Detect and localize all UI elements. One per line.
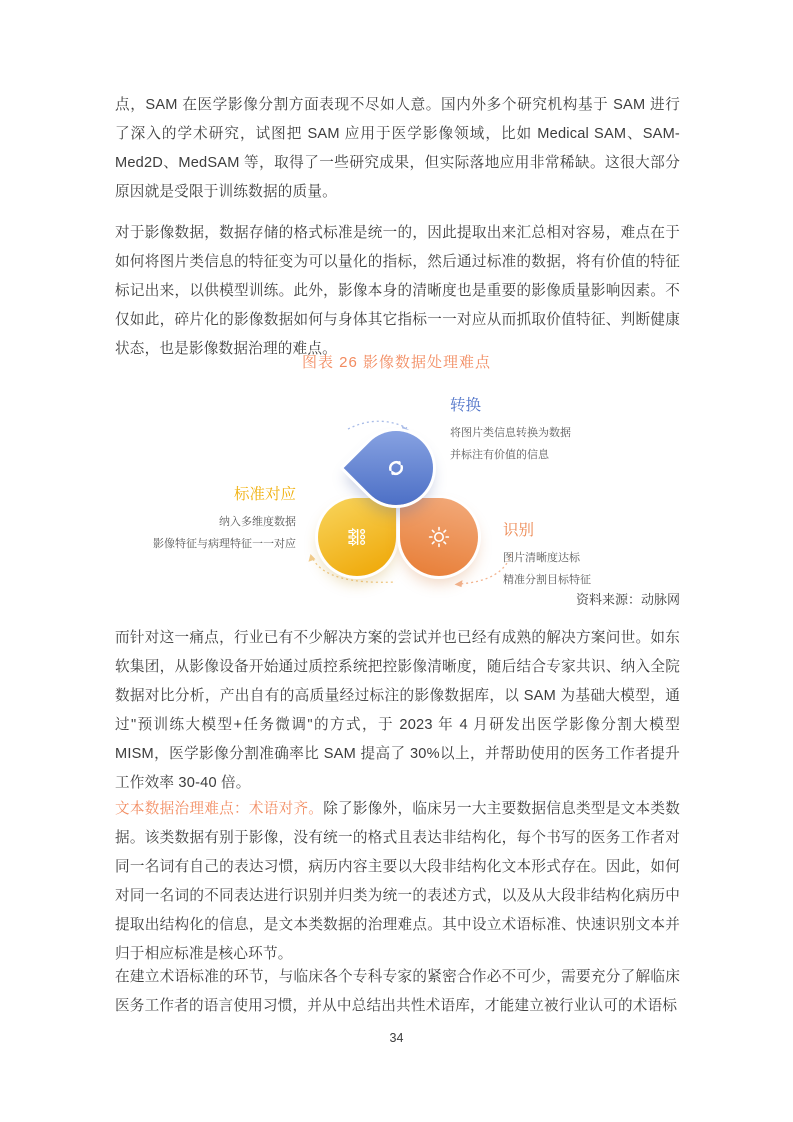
- paragraph-2: 对于影像数据，数据存储的格式标准是统一的，因此提取出来汇总相对容易，难点在于如何将图片类信息的特征变为可以量化的指标，然后通过标准的数据，将有价值的特征标记出来，以供模型训练。此外，影像本身的清晰度也是重要的影像质量影响因素。不仅如此，碎片化的影像数据如何与身体其它指标一一对应从而抓取价值特征、判断健康状态，也是影像数据治理的难点。: [115, 225, 680, 357]
- paragraph-4-lead: 文本数据治理难点：术语对齐。: [115, 801, 324, 817]
- sun-icon: [426, 524, 452, 550]
- node-standard-mapping-label: 标准对应: [233, 486, 296, 503]
- mapping-icon: [344, 524, 370, 550]
- paragraph-4-rest: 除了影像外，临床另一大主要数据信息类型是文本类数据。该类数据有别于影像，没有统一的格式且表达非结构化，每个书写的医务工作者对同一名词有自己的表达习惯，病历内容主要以大段非结构化文本形式存在。因此，如何对同一名词的不同表达进行识别并归类为统一的表述方式，以及从大段非结构化病历中提取出结构化的信息，是文本类数据的治理难点。其中设立术语标准、快速识别文本并归于相应标准是核心环节。: [115, 801, 680, 962]
- node-identify-desc-1: 图片清晰度达标: [503, 552, 580, 564]
- figure-diagram: [0, 388, 793, 620]
- node-identify: [503, 521, 591, 591]
- figure-title: 图表 26 影像数据处理难点: [301, 354, 492, 371]
- node-standard-mapping-desc-1: 纳入多维度数据: [219, 516, 296, 528]
- figure-source: 资料来源：动脉网: [575, 592, 680, 607]
- page-number: 34: [389, 1031, 404, 1045]
- paragraph-4: [115, 795, 680, 969]
- paragraph-5: 在建立术语标准的环节，与临床各个专科专家的紧密合作必不可少，需要充分了解临床医务工作者的语言使用习惯，并从中总结出共性术语库，才能建立被行业认可的术语标: [115, 969, 680, 1014]
- node-standard-mapping-desc-2: 影像特征与病理特征一一对应: [153, 538, 296, 550]
- node-convert: [450, 396, 571, 466]
- node-identify-label: 识别: [503, 522, 535, 539]
- paragraph-1: 点，SAM 在医学影像分割方面表现不尽如人意。国内外多个研究机构基于 SAM 进行了深入的学术研究，试图把 SAM 应用于医学影像领域，比如 Medical SAM、SAM-Med2D、MedSAM 等，取得了一些研究成果，但实际落地应用非常稀缺。这很大部分原因就是受限于训练数据的质量。: [115, 97, 680, 200]
- node-convert-desc-2: 并标注有价值的信息: [450, 449, 549, 461]
- sync-icon: [383, 455, 409, 481]
- paragraph-3: 而针对这一痛点，行业已有不少解决方案的尝试并也已经有成熟的解决方案问世。如东软集团，从影像设备开始通过质控系统把控影像清晰度，随后结合专家共识、纳入全院数据对比分析，产出自有的高质量经过标注的影像数据库，以 SAM 为基础大模型，通过"预训练大模型+任务微调"的方式，于 2023 年 4 月研发出医学影像分割大模型 MISM，医学影像分割准确率比 SAM 提高了 30%以上，并帮助使用的医务工作者提升工作效率 30-40 倍。: [115, 630, 680, 791]
- node-standard-mapping: [40, 485, 296, 555]
- node-identify-desc-2: 精准分割目标特征: [503, 574, 591, 586]
- node-convert-label: 转换: [450, 397, 482, 414]
- node-convert-desc-1: 将图片类信息转换为数据: [450, 427, 571, 439]
